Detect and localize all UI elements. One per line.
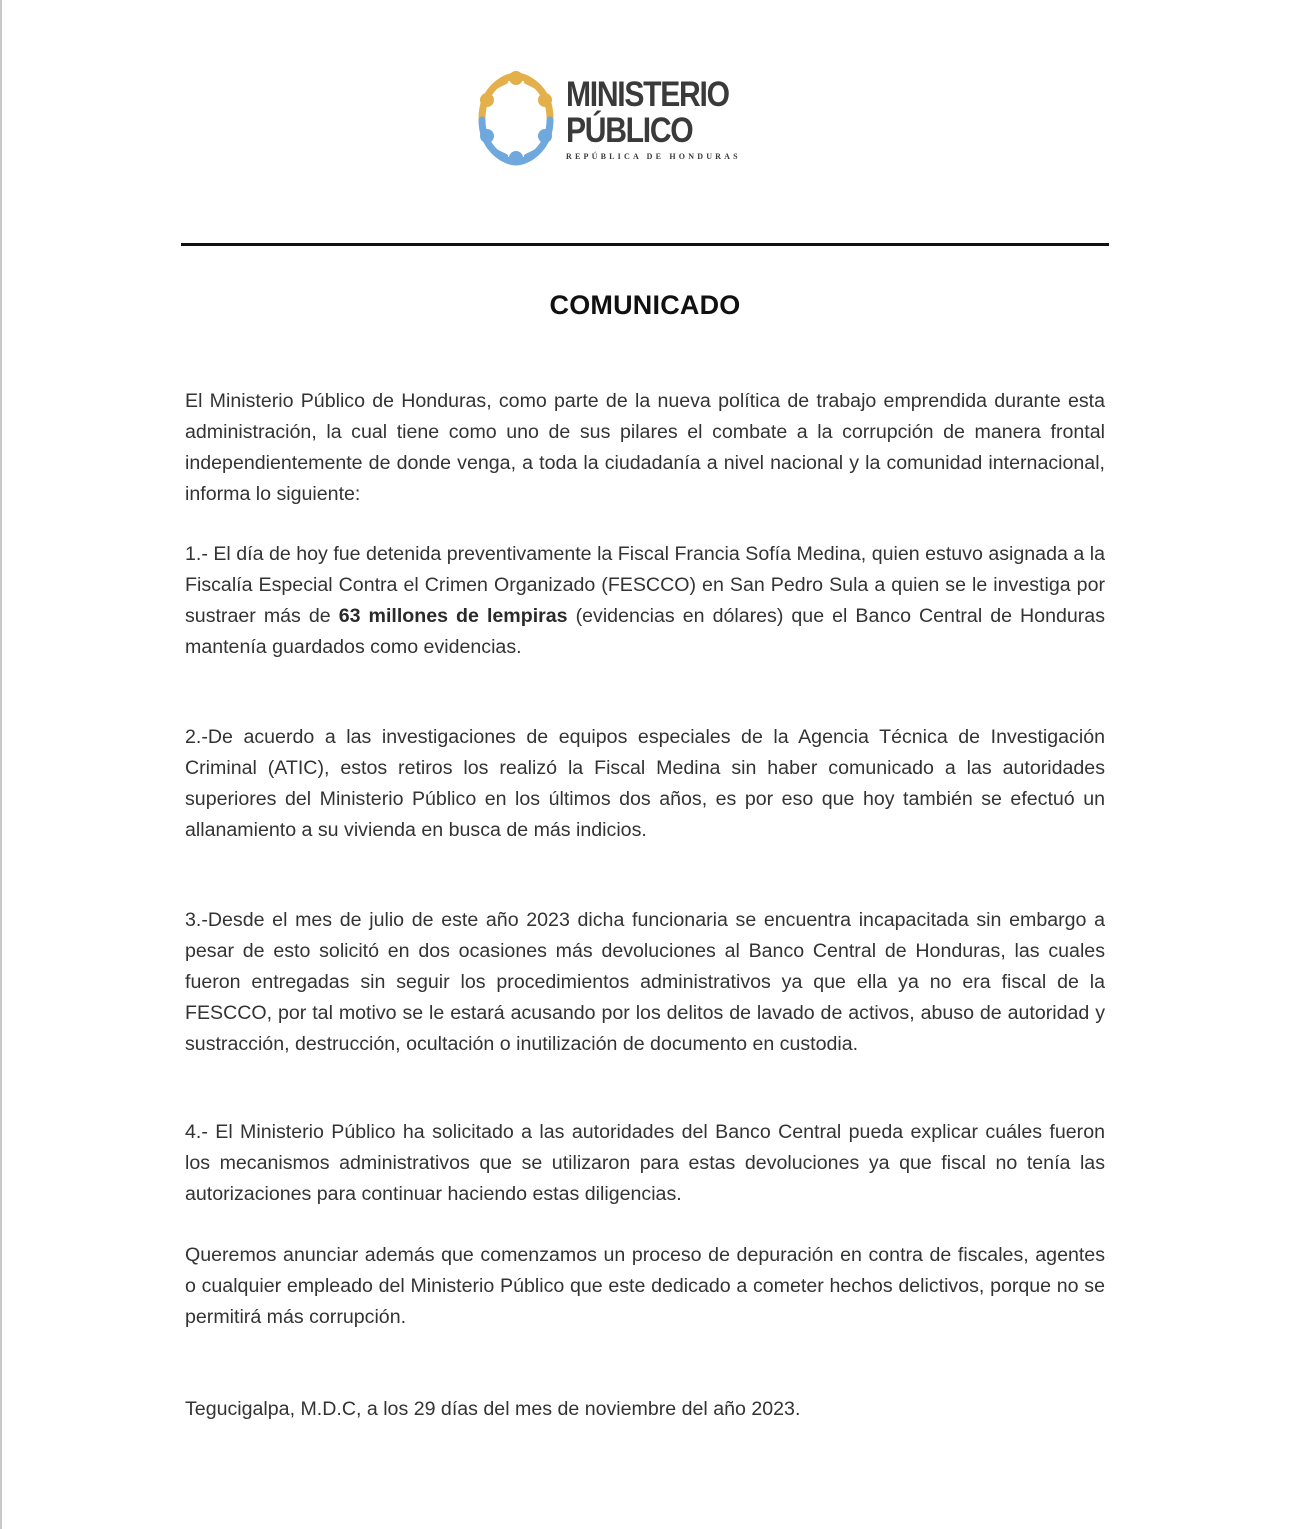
header-divider [181, 243, 1109, 246]
point-1-text-before: 1.- El día de hoy fue detenida preventivamente la Fiscal Francia Sofía Medina, quien estuvo asignada a la Fiscalía Especial Contra el Crimen Organizado (FESCCO) en San Pedro Sula a quien se le investiga por sustraer más de [185, 542, 1105, 627]
point-1-paragraph [185, 539, 1105, 663]
point-3-paragraph: 3.-Desde el mes de julio de este año 2023 dicha funcionaria se encuentra incapacitada sin embargo a pesar de esto solicitó en dos ocasiones más devoluciones al Banco Central de Honduras, las cuales fueron entregadas sin seguir los procedimientos administrativos ya que ella ya no era fiscal de la FESCCO, por tal motivo se le estará acusando por los delitos de lavado de activos, abuso de autoridad y sustracción, destrucción, ocultación o inutilización de documento en custodia. [185, 908, 1105, 1055]
point-1-text-after: (evidencias en dólares) que el Banco Central de Honduras mantenía guardados como evidencias. [185, 604, 1105, 658]
people-circle-icon [474, 70, 558, 168]
point-4-paragraph: 4.- El Ministerio Público ha solicitado a las autoridades del Banco Central pueda explicar cuáles fueron los mecanismos administrativos que se utilizaron para estas devoluciones ya que fiscal no tenía las autorizaciones para continuar haciendo estas diligencias. [185, 1120, 1105, 1205]
point-2-paragraph: 2.-De acuerdo a las investigaciones de equipos especiales de la Agencia Técnica de Investigación Criminal (ATIC), estos retiros los realizó la Fiscal Medina sin haber comunicado a las autoridades superiores del Ministerio Público en los últimos dos años, es por eso que hoy también se efectuó un allanamiento a su vivienda en busca de más indicios. [185, 725, 1105, 841]
intro-paragraph: El Ministerio Público de Honduras, como parte de la nueva política de trabajo emprendida durante esta administración, la cual tiene como uno de sus pilares el combate a la corrupción de manera frontal independientemente de donde venga, a toda la ciudadanía a nivel nacional y la comunidad internacional, informa lo siguiente: [185, 389, 1105, 505]
logo [474, 70, 744, 170]
logo-title-line2: PÚBLICO [566, 111, 693, 150]
closing-paragraph: Queremos anunciar además que comenzamos un proceso de depuración en contra de fiscales, agentes o cualquier empleado del Ministerio Público que este dedicado a cometer hechos delictivos, porque no se permitirá más corrupción. [185, 1243, 1105, 1328]
date-line: Tegucigalpa, M.D.C, a los 29 días del mes de noviembre del año 2023. [185, 1397, 801, 1420]
logo-title-line1: MINISTERIO [566, 75, 729, 114]
logo-subtitle: REPÚBLICA DE HONDURAS [566, 152, 741, 161]
point-1-amount: 63 millones de lempiras [338, 604, 568, 627]
page-edge [0, 0, 2, 1529]
document-title: COMUNICADO [549, 290, 741, 320]
